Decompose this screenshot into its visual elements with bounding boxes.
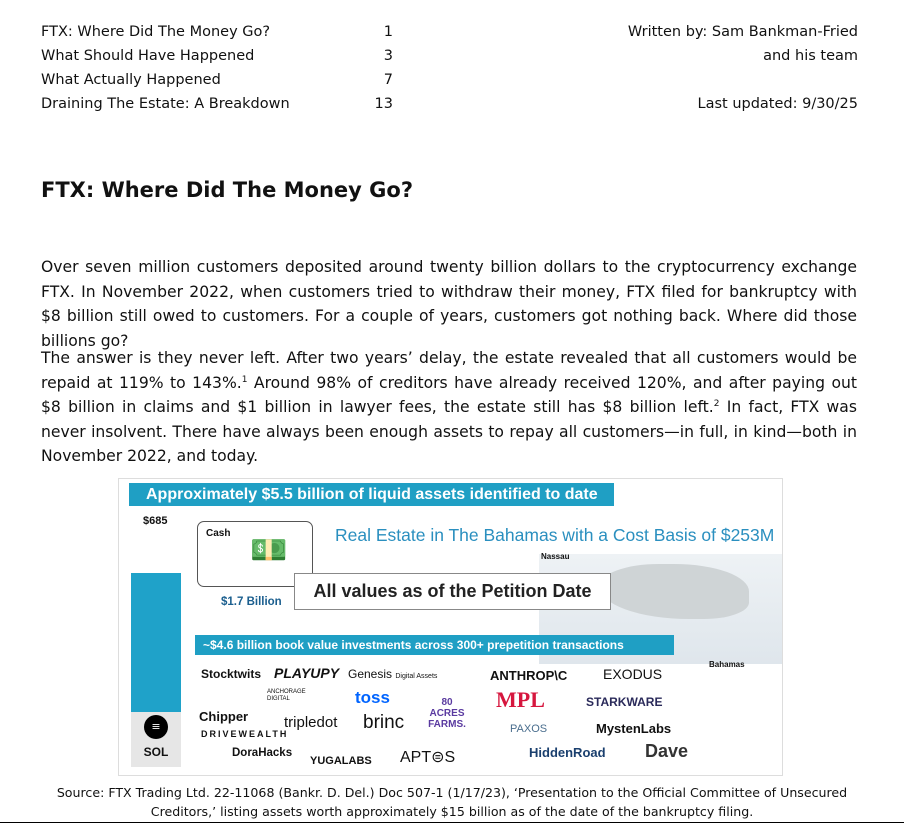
- toc-title: FTX: Where Did The Money Go?: [41, 24, 271, 40]
- toc-item[interactable]: [41, 92, 393, 116]
- toc-title: What Actually Happened: [41, 72, 221, 88]
- paragraph-text: Around 98% of creditors have already received 120%, and after paying out $8 billion in claims and $1 billion in lawyer fees, the estate still has $8 billion left.: [41, 373, 857, 416]
- brinc-logo: brinc: [363, 712, 405, 733]
- mysten-logo: MystenLabs: [596, 721, 672, 736]
- toc-item[interactable]: [41, 20, 393, 44]
- drivewealth-logo: DRIVEWEALTH: [201, 729, 289, 739]
- paragraph-text: The answer is they never left. After two years’ delay, the estate revealed that all customers would be repaid at 119% to 143%.: [41, 349, 857, 392]
- page-rule: [0, 822, 904, 823]
- genesis-name: Genesis: [348, 667, 393, 681]
- toc-page: 3: [383, 48, 393, 64]
- chipper-logo: Chipper: [199, 709, 249, 724]
- mpl-logo: MPL: [496, 687, 545, 712]
- exodus-logo: EXODUS: [603, 666, 663, 682]
- paxos-logo: PAXOS: [510, 723, 548, 735]
- toc-title: Draining The Estate: A Breakdown: [41, 96, 290, 112]
- toc-title: What Should Have Happened: [41, 48, 255, 64]
- sol-legend: [131, 712, 181, 767]
- anchorage-logo: ANCHORAGE DIGITAL: [267, 689, 306, 702]
- toss-logo: toss: [355, 688, 390, 707]
- dorahacks-logo: DoraHacks: [232, 747, 293, 759]
- last-updated: Last updated: 9/30/25: [697, 96, 858, 112]
- sol-value: $685: [143, 515, 168, 527]
- cash-value: $1.7 Billion: [221, 596, 282, 608]
- aptos-logo: APT⊜S: [400, 749, 456, 766]
- cash-label: Cash: [206, 528, 231, 539]
- cash-icon: 💵: [250, 533, 288, 568]
- paragraph: [41, 346, 857, 469]
- footnote-ref[interactable]: 1: [241, 374, 248, 385]
- playup-logo: PLAYUPY: [274, 665, 340, 681]
- toc-item[interactable]: [41, 68, 393, 92]
- genesis-sub: Digital Assets: [395, 673, 438, 680]
- 80-acres-logo: 80 ACRES FARMS.: [428, 697, 466, 730]
- tripledot-logo: tripledot: [284, 714, 338, 731]
- sol-label: SOL: [143, 745, 169, 759]
- island-shape: [599, 564, 749, 619]
- sol-bar: [131, 573, 181, 712]
- assets-figure: [118, 478, 783, 776]
- liquid-assets-banner: Approximately $5.5 billion of liquid assets identified to date: [129, 483, 614, 506]
- yugalabs-logo: YUGALABS: [310, 755, 372, 767]
- document-meta: [628, 20, 858, 116]
- dave-logo: Dave: [645, 741, 689, 761]
- real-estate-title: Real Estate in The Bahamas with a Cost Basis of $253M: [335, 525, 775, 545]
- hiddenroad-logo: HiddenRoad: [529, 745, 606, 760]
- source-citation: Source: FTX Trading Ltd. 22-11068 (Bankr. D. Del.) Doc 507-1 (1/17/23), ‘Presentation to the Official Committee of Unsecured Creditors,’ listing assets worth approximately $15 billion as of the date of the bankruptcy filing.: [56, 785, 848, 819]
- map-label: Bahamas: [709, 660, 745, 669]
- toc-page: 13: [374, 96, 393, 112]
- anthropic-logo: ANTHROP\C: [490, 668, 568, 683]
- solana-icon: ≡: [144, 715, 168, 739]
- stocktwits-logo: Stocktwits: [201, 667, 262, 681]
- investments-banner: ~$4.6 billion book value investments across 300+ prepetition transactions: [195, 635, 674, 655]
- toc-item[interactable]: [41, 44, 393, 68]
- author-line: and his team: [763, 48, 858, 64]
- toc-page: 1: [383, 24, 393, 40]
- starkware-logo: STARKWARE: [586, 695, 663, 709]
- table-of-contents: [41, 20, 393, 116]
- map-label: Nassau: [541, 552, 570, 561]
- section-heading: FTX: Where Did The Money Go?: [41, 178, 414, 202]
- footnote-ref[interactable]: 2: [713, 398, 720, 409]
- paragraph-text: In fact, FTX was never insolvent. There have always been enough assets to repay all customers—in full, in kind—both in November 2022, and today.: [41, 398, 857, 465]
- author-line: Written by: Sam Bankman-Fried: [627, 24, 858, 40]
- genesis-logo: [348, 667, 437, 681]
- paragraph: Over seven million customers deposited around twenty billion dollars to the cryptocurrency exchange FTX. In November 2022, when customers tried to withdraw their money, FTX filed for bankruptcy with $8 billion still owed to customers. For a couple of years, customers got nothing back. Where did those billions go?: [41, 258, 857, 350]
- petition-note: All values as of the Petition Date: [294, 573, 611, 610]
- toc-page: 7: [383, 72, 393, 88]
